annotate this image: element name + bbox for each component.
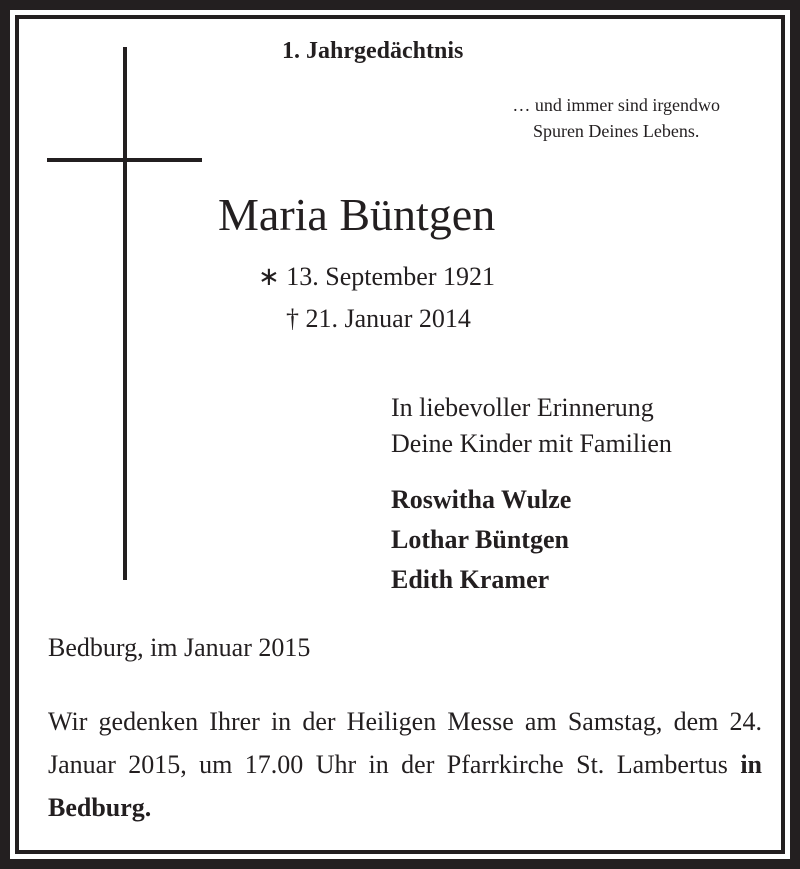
place-and-date: Bedburg, im Januar 2015: [48, 633, 311, 662]
deceased-name: Maria Büntgen: [218, 189, 496, 240]
death-dagger-icon: †: [286, 304, 299, 333]
family-member: Edith Kramer: [391, 565, 550, 594]
family-member: Lothar Büntgen: [391, 525, 569, 554]
mass-announcement: [48, 700, 762, 829]
memory-line-1: In liebevoller Erinnerung: [391, 393, 654, 422]
family-list: [391, 480, 571, 600]
anniversary-heading: 1. Jahrgedächtnis: [282, 38, 464, 64]
birth-date-text: 13. September 1921: [286, 262, 495, 291]
cross-icon-vertical-bar: [123, 47, 127, 580]
cross-icon-horizontal-bar: [47, 158, 202, 162]
memory-line-2: Deine Kinder mit Familien: [391, 429, 672, 458]
quote-line-2: Spuren Deines Lebens.: [532, 121, 700, 141]
death-date: [286, 304, 471, 334]
birth-date: [258, 262, 495, 292]
family-member: Roswitha Wulze: [391, 485, 572, 514]
memory-text: [391, 390, 672, 462]
death-date-text: 21. Januar 2014: [305, 304, 471, 333]
memorial-quote: [512, 92, 720, 144]
quote-line-1: … und immer sind irgendwo: [512, 95, 720, 115]
mass-text: Wir gedenken Ihrer in der Heiligen Messe am Samstag, dem 24. Januar 2015, um 17.00 Uhr in der Pfarrkirche St. Lambertus: [48, 707, 762, 779]
birth-star-icon: ∗: [258, 262, 280, 291]
mass-location-bold: in Bedburg.: [48, 750, 762, 822]
